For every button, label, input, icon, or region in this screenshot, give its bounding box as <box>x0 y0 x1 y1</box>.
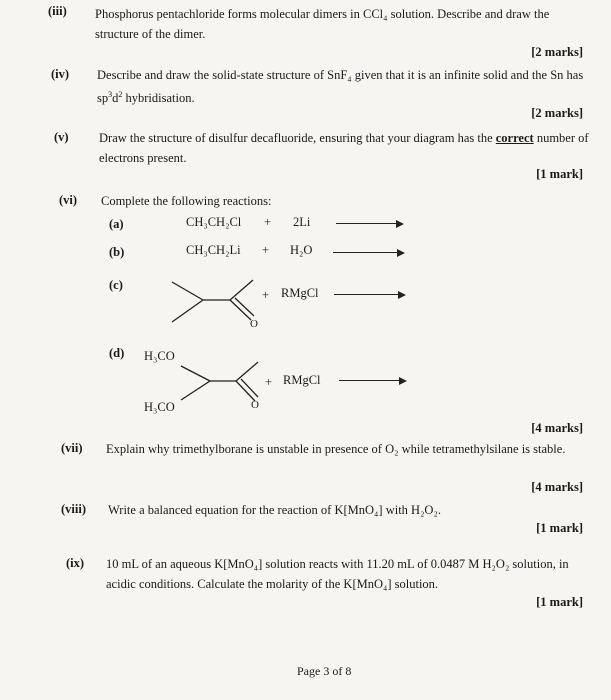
reaction-a-plus: + <box>264 215 272 229</box>
reaction-d-substituent-top: H₃CO <box>144 349 175 363</box>
marks-iii: [2 marks] <box>531 45 583 59</box>
marks-viii: [1 mark] <box>536 521 583 535</box>
question-text-vii: Explain why trimethylborane is unstable in presence of O₂ while tetramethylsilane is stable. <box>106 442 566 456</box>
reaction-c-oxygen-label: O <box>250 318 258 330</box>
reaction-c-reagent: RMgCl <box>281 286 319 300</box>
reaction-b-reactant: CH₃CH₂Li <box>186 243 241 257</box>
reaction-b-label: (b) <box>109 245 125 259</box>
reaction-d-plus: + <box>265 375 273 389</box>
question-text-iv: Describe and draw the solid-state structure of SnF₄ given that it is an infinite solid and the Sn has $sp^3d^2$ hybridisation. <box>97 68 584 106</box>
question-number-iii: (iii) <box>48 4 67 18</box>
question-number-iv: (iv) <box>51 67 70 81</box>
marks-iv: [2 marks] <box>531 106 583 120</box>
reaction-b-plus: + <box>262 243 270 257</box>
page-number: Page 3 of 8 <box>297 664 352 678</box>
reaction-a-reagent: 2Li <box>293 215 311 229</box>
reaction-d-oxygen-label: O <box>251 399 259 411</box>
reaction-c-plus: + <box>262 288 270 302</box>
marks-ix: [1 mark] <box>536 595 583 609</box>
reaction-c-label: (c) <box>109 278 123 292</box>
reaction-b-reagent: H₂O <box>290 243 313 257</box>
question-text-ix: 10 mL of an aqueous K[MnO₄] solution reacts with 11.20 mL of 0.0487 M H₂O₂ solution, in acidic conditions. Calculate the molarity of the K[MnO₄] solution. <box>106 557 569 591</box>
question-number-vi: (vi) <box>59 193 78 207</box>
reaction-a-reactant: CH₃CH₂Cl <box>186 215 242 229</box>
marks-vii: [4 marks] <box>531 480 583 494</box>
question-number-v: (v) <box>54 130 69 144</box>
reaction-d-label: (d) <box>109 346 125 360</box>
reaction-d-substituent-bottom: H₃CO <box>144 400 175 414</box>
question-number-ix: (ix) <box>66 556 85 570</box>
reaction-d-reagent: RMgCl <box>283 373 321 387</box>
reaction-a-label: (a) <box>109 217 124 231</box>
question-number-vii: (vii) <box>61 441 83 455</box>
question-text-v: Draw the structure of disulfur decafluoride, ensuring that your diagram has the correct number of electrons present. <box>99 131 589 165</box>
marks-v: [1 mark] <box>536 167 583 181</box>
reaction-d-arrow <box>339 380 405 381</box>
question-text-vi: Complete the following reactions: <box>101 194 272 208</box>
question-text-iii: Phosphorus pentachloride forms molecular dimers in CCl₄ solution. Describe and draw the structure of the dimer. <box>95 7 550 41</box>
marks-vi: [4 marks] <box>531 421 583 435</box>
question-number-viii: (viii) <box>61 502 86 516</box>
question-text-viii: Write a balanced equation for the reaction of K[MnO₄] with H₂O₂. <box>108 503 441 517</box>
